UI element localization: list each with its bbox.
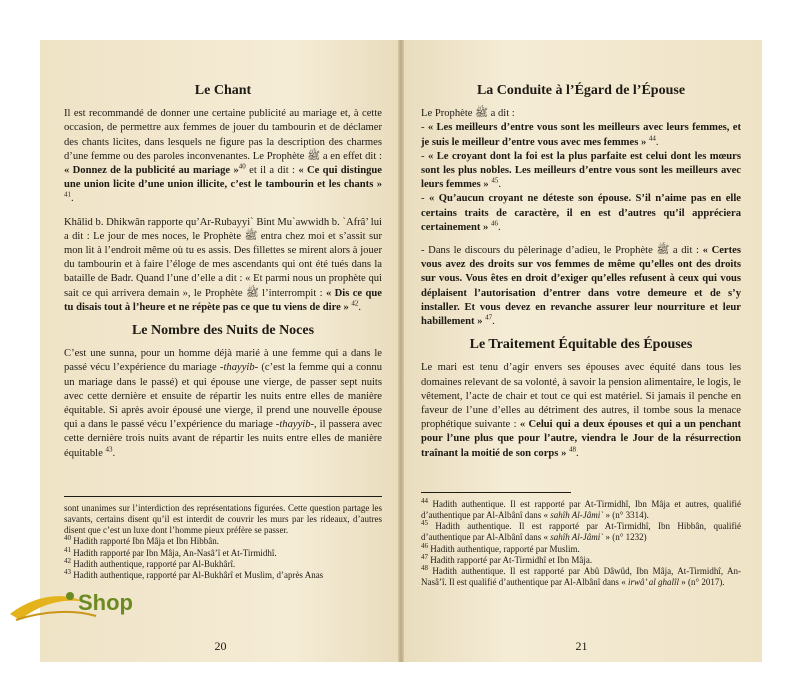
quote: « Les meilleurs d’entre vous sont les meilleurs avec leurs femmes, et je suis le meilleur d’entre vous avec mes femmes » (421, 122, 742, 148)
footnote-ref: 45 (491, 176, 499, 185)
footnote-ref: 42 (351, 299, 359, 308)
footnote-text: Hadith rapporté Ibn Mâja et Ibn Hibbân. (73, 536, 219, 547)
paragraph: Le mari est tenu d’agir envers ses épouses avec équité dans tous les domaines relevant de sa volonté, à savoir la pension alimentaire, le logis, le vêtement, l’acte de chair et tout ce qui est matériel. Si jamais il penche en faveur de l’une d’elles au détriment des autres, il tombe sous la menace prophétique suivante : « Celui qui a deux épouses et qui a un penchant pour l’une plus que pour l’autre, viendra le Jour de la résurrection traînant la moitié de son corps » $^{48}$. (421, 362, 742, 459)
footnote-divider (64, 496, 382, 497)
book-title: sahîh Al-Jâmi` (550, 532, 604, 543)
quote-1: - « Les meilleurs d’entre vous sont les meilleurs avec leurs femmes, et je suis le meilleur d’entre vous avec mes femmes » $^{44}$. (421, 122, 742, 148)
text: - (421, 122, 428, 134)
footnote-ref: 43 (105, 445, 113, 454)
quote: « Certes vous avez des droits sur vos femmes de même qu’elles ont des droits sur vous. Vous êtes en droit d’exiger qu’elles refusent à ceux qui vous déplaisent l’autorisation d’entrer dans votre demeure et de s’y installer. Et vous devez en revanche assurer leur nourriture et leur habillement » (421, 245, 741, 328)
footnote-41: $^{41}$ Hadith rapporté par Ibn Mâja, An-Nasâ’î et At-Tirmidhî. (64, 545, 277, 558)
text: - (421, 193, 429, 205)
right-page (401, 40, 762, 662)
quote-2: - « Le croyant dont la foi est la plus parfaite est celui dont les mœurs sont les plus nobles. Les meilleurs d’entre vous sont les meilleurs avec leurs femmes » $^{45}$. (421, 150, 741, 191)
footnote-ref: 47 (485, 313, 493, 322)
book-spine (398, 40, 404, 662)
heading-le-chant: Le Chant (194, 83, 252, 98)
footnote-45: $^{45}$ Hadith authentique. Il est rapporté par At-Tirmidhî, Ibn Hibbân, qualifié d’authentique par Al-Albânî dans « sahîh Al-Jâmi` » (n° 1232) (421, 519, 741, 543)
quote-3: - « Qu’aucun croyant ne déteste son épouse. S’il n’aime pas en elle certains traits de caractère, il en est d’autres qu’il appréciera certainement » $^{46}$. (421, 193, 741, 233)
term: -thayyib- (275, 419, 315, 431)
text: - Dans le discours du pèlerinage d’adieu, le Prophète ﷺ a dit : (421, 245, 703, 257)
logo-text: Shop (78, 590, 133, 615)
footnote-text: Hadith authentique. Il est rapporté par At-Tirmidhî, Ibn Mâja et autres, qualifié d’authentique par Al-Albânî dans « (421, 498, 742, 521)
footnote-text: » (n° 1232) (603, 532, 647, 543)
footnote-continuation: sont unanimes sur l’interdiction des représentations figurées. Cette question partage les savants, certains disent qu’il est interdit de couvrir les murs par les rideaux, d’autres disent que c’est un luxe dont l’homme pieux préfère se passer. (64, 502, 382, 536)
footnotes (64, 503, 382, 581)
book-title: irwâ’ al ghalîl (627, 577, 679, 588)
text: Le mari est tenu d’agir envers ses épouses avec équité dans tous les domaines relevant de sa volonté, à savoir la pension alimentaire, le logis, le vêtement, l’acte de chair et tout ce qui est matériel. Si jamais il penche en faveur de l’une d’elles au détriment des autres, il tombe sous la menace prophétique suivante : (421, 362, 741, 431)
text: Khâlid b. Dhikwân rapporte qu’Ar-Rubayyi` Bint Mu`awwidh b. `Afrâ’ lui a dit : Le jour de mes noces, le Prophète ﷺ entra chez moi et s’assit sur mon lit à l’endroit même où tu es assis. Des fillettes se mirent alors à jouer du tambourin et à faire l’éloge de mes ascendants qui ont été tués dans la bataille de Badr. Quand l’une d’elle a dit : « Et parmi nous un prophète qui sait ce qui arrivera demain », le Prophète ﷺ l’interrompit : (64, 216, 382, 299)
right-page-content (421, 84, 741, 589)
footnote-42: $^{42}$ Hadith authentique, rapporté par Al-Bukhârî. (64, 556, 236, 569)
text: C’est une sunna, pour un homme déjà marié à une femme qui a dans le passé vécu l’expérience du mariage (64, 348, 382, 374)
footnote-text: Hadith authentique, rapporté par Al-Bukhârî et Muslim, d’après Anas (73, 570, 324, 581)
left-page-content (64, 84, 382, 581)
page-number: 21 (575, 639, 588, 653)
footnote-46: $^{46}$ Hadith authentique, rapporté par Muslim. (421, 541, 580, 554)
paragraph: C’est une sunna, pour un homme déjà marié à une femme qui a dans le passé vécu l’expérience du mariage -thayyib- (c’est la femme qui a connu un mariage dans le passé) et qui épouse une vierge, de passer sept nuits avec cette dernière et ensuite de répartir les nuits entre elles de manière équitable. Si après avoir épousé une vierge, il prend une nouvelle épouse qui a dans le passé vécu l’expérience du mariage -thayyib-, il passera avec cette dernière trois nuits avant de répartir les nuits entre elles de manière équitable $^{43}$. (64, 348, 382, 459)
book-title: sahîh Al-Jâmi` (550, 510, 604, 521)
footnote-44: $^{44}$ Hadith authentique. Il est rapporté par At-Tirmidhî, Ibn Mâja et autres, qualifié d’authentique par Al-Albânî dans « sahîh Al-Jâmi` » (n° 3314). (421, 496, 742, 521)
footnote-47: $^{47}$ Hadith rapporté par At-Tirmidhî et Ibn Mâja. (421, 552, 593, 565)
quote: « Qu’aucun croyant ne déteste son épouse. S’il n’aime pas en elle certains traits de caractère, il en est d’autres qu’il appréciera certainement » (421, 193, 741, 233)
shop-logo (6, 580, 176, 630)
footnote-text: Hadith authentique, rapporté par Al-Bukhârî. (73, 558, 236, 569)
heading-conduite: La Conduite à l’Égard de l’Épouse (476, 83, 686, 98)
text: Il est recommandé de donner une certaine publicité au mariage et, à cette occasion, de permettre aux femmes de jouer du tambourin et de déclamer des chants licites, dans lesquels ne figure pas la description des charmes d’une femme ou des paroles inconvenantes. Le Prophète ﷺ a en effet dit : (64, 108, 383, 162)
footnote-text: Hadith rapporté par At-Tirmidhî et Ibn Mâja. (430, 554, 593, 565)
paragraph: Khâlid b. Dhikwân rapporte qu’Ar-Rubayyi` Bint Mu`awwidh b. `Afrâ’ lui a dit : Le jour de mes noces, le Prophète ﷺ entra chez moi et s’assit sur mon lit à l’endroit même où tu es assis. Des fillettes se mirent alors à jouer du tambourin et à faire l’éloge de mes ascendants qui ont été tués dans la bataille de Badr. Quand l’une d’elle a dit : « Et parmi nous un prophète qui sait ce qui arrivera demain », le Prophète ﷺ l’interrompit : « Dis ce que tu disais tout à l’heure et ne répète pas ce que tu viens de dire » $^{42}$. (64, 216, 382, 313)
footnote-ref: 40 (238, 162, 246, 171)
quote: « Le croyant dont la foi est la plus parfaite est celui dont les mœurs sont les plus nobles. Les meilleurs d’entre vous sont les meilleurs avec leurs femmes » (421, 150, 741, 191)
paragraph: - Dans le discours du pèlerinage d’adieu, le Prophète ﷺ a dit : « Certes vous avez des droits sur vos femmes de même qu’elles ont des droits sur vous. Vous êtes en droit d’exiger qu’elles refusent à ceux qui vous déplaisent l’autorisation d’entrer dans votre demeure et de s’y installer. Et vous devez en revanche assurer leur nourriture et leur habillement » $^{47}$. (421, 245, 741, 328)
left-page (40, 40, 401, 662)
quote: « Donnez de la publicité au mariage » (64, 165, 239, 177)
text: (c’est la femme qui a connu un mariage dans le passé) et qui épouse une vierge, de passer sept nuits avec cette dernière et ensuite de répartir les nuits entre elles de manière équitable. Si après avoir épousé une vierge, il prend une nouvelle épouse qui a dans le passé vécu l’expérience du mariage (64, 362, 382, 431)
footnote-ref: 44 (648, 134, 656, 143)
footnote-48: $^{48}$ Hadith authentique. Il est rapporté par Abû Dâwûd, Ibn Mâja, At-Tirmidhî, An-Nasâ’î. Il est qualifié d’authentique par Al-Albânî dans « irwâ’ al ghalîl » (n° 2017). (421, 564, 742, 588)
text: - (421, 150, 428, 162)
text: et il a dit : (245, 165, 299, 177)
footnote-ref: 46 (491, 219, 499, 228)
term: -thayyib- (219, 362, 259, 374)
quote: « Dis ce que tu disais tout à l’heure et ne répète pas ce que tu viens de dire » (64, 287, 382, 313)
heading-nombre-nuits: Le Nombre des Nuits de Noces (131, 323, 315, 339)
quote: « Ce qui distingue une union licite d’une union illicite, c’est le tambourin et les chants » (64, 165, 382, 191)
footnote-divider (421, 492, 571, 493)
footnote-text: » (n° 2017). (678, 577, 725, 588)
footnote-text: » (n° 3314). (603, 510, 649, 521)
text: , il passera avec cette dernière trois nuits avant de répartir les nuits entre elles de manière équitable (64, 419, 382, 459)
quote: « Celui qui a deux épouses et qui a un penchant pour l’une plus que pour l’autre, viendra le Jour de la résurrection traînant la moitié de son corps » (421, 419, 742, 459)
page-number: 20 (214, 639, 227, 653)
heading-traitement: Le Traitement Équitable des Épouses (469, 337, 693, 353)
intro-line: Le Prophète ﷺ a dit : (421, 108, 515, 120)
paragraph: Il est recommandé de donner une certaine publicité au mariage et, à cette occasion, de permettre aux femmes de jouer du tambourin et de déclamer des chants licites, dans lesquels ne figure pas la description des charmes d’une femme ou des paroles inconvenantes. Le Prophète ﷺ a en effet dit : « Donnez de la publicité au mariage »$^{40}$ et il a dit : « Ce qui distingue une union licite d’une union illicite, c’est le tambourin et les chants » $^{41}$. (64, 108, 383, 205)
footnotes (421, 496, 742, 589)
footnote-ref: 48 (569, 445, 577, 454)
footnote-ref: 41 (64, 190, 71, 199)
footnote-text: Hadith authentique. Il est rapporté par At-Tirmidhî, Ibn Hibbân, qualifié d’authentique par Al-Albânî dans « (421, 521, 741, 543)
footnote-43: $^{43}$ Hadith authentique, rapporté par Al-Bukhârî et Muslim, d’après Anas (64, 568, 324, 581)
footnote-text: Hadith authentique, rapporté par Muslim. (430, 543, 580, 554)
footnote-text: Hadith authentique. Il est rapporté par Abû Dâwûd, Ibn Mâja, At-Tirmidhî, An-Nasâ’î. Il est qualifié d’authentique par Al-Albânî dans « (421, 566, 742, 588)
footnote-text: Hadith rapporté par Ibn Mâja, An-Nasâ’î et At-Tirmidhî. (73, 547, 277, 558)
footnote-40: $^{40}$ Hadith rapporté Ibn Mâja et Ibn Hibbân. (64, 534, 219, 547)
book-spread (40, 40, 762, 662)
